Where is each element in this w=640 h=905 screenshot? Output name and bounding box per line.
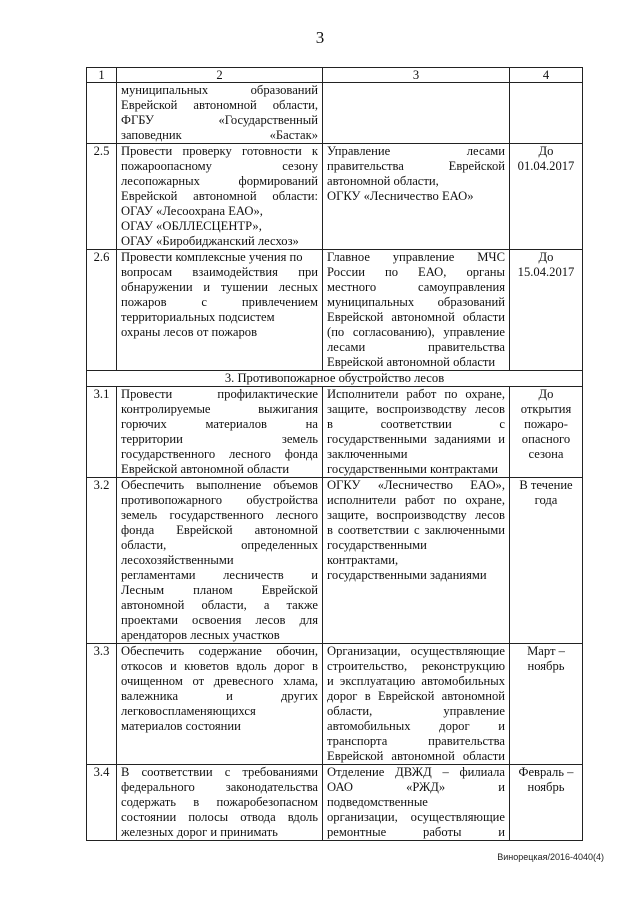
column-number-1: 1	[87, 68, 117, 83]
term-line: 15.04.2017	[517, 265, 575, 279]
action-line: пожароопасному сезону	[121, 159, 318, 173]
item-number: 3.4	[87, 765, 117, 841]
action-line: муниципальных образований	[121, 83, 318, 97]
executor-line: ремонтные работы и	[327, 825, 505, 839]
action-line: Обеспечить выполнение объемов	[121, 478, 318, 492]
column-number-4: 4	[510, 68, 583, 83]
table-row	[87, 387, 583, 478]
executor-line: и эксплуатацию автомобильных	[327, 674, 505, 688]
term-line: года	[534, 493, 558, 507]
action-line: области, определенных	[121, 538, 318, 552]
term-line: В течение	[519, 478, 573, 492]
executor-line: Еврейской автономной области	[327, 749, 505, 763]
executor-cell	[323, 144, 510, 250]
action-line: материалов состоянии	[121, 719, 241, 733]
action-line: обнаружении и тушении лесных	[121, 280, 318, 294]
action-line: валежника и других	[121, 689, 318, 703]
action-line: контролируемые выжигания	[121, 402, 318, 416]
executor-line: Главное управление МЧС	[327, 250, 505, 264]
term-line: До	[538, 250, 554, 264]
executor-line: местного самоуправления	[327, 280, 505, 294]
action-line: Обеспечить содержание обочин,	[121, 644, 318, 658]
executor-line: дорог в Еврейской автономной	[327, 689, 505, 703]
term-line: пожаро-	[524, 417, 568, 431]
term-line: опасного	[521, 432, 571, 446]
action-line: территориальных подсистем	[121, 310, 275, 324]
section-title: 3. Противопожарное обустройство лесов	[87, 371, 583, 387]
executor-cell	[323, 83, 510, 144]
action-line: земель государственного лесного	[121, 508, 318, 522]
column-number-row	[87, 68, 583, 83]
executor-line: в соответствии с заключенными	[327, 523, 505, 537]
term-cell	[510, 250, 583, 371]
term-cell	[510, 144, 583, 250]
action-line: вопросам взаимодействия при	[121, 265, 318, 279]
table-row	[87, 144, 583, 250]
action-line: В соответствии с требованиями	[121, 765, 318, 779]
executor-line: строительство, реконструкцию	[327, 659, 505, 673]
action-line: арендаторов лесных участков	[121, 628, 280, 642]
table-row	[87, 478, 583, 644]
action-line: горючих материалов на	[121, 417, 318, 431]
table-row	[87, 644, 583, 765]
executor-cell	[323, 387, 510, 478]
action-line: Провести комплексные учения по	[121, 250, 303, 264]
action-line: Лесным планом Еврейской	[121, 583, 318, 597]
executor-line: ОГКУ «Лесничество ЕАО»	[327, 189, 474, 203]
action-line: охраны лесов от пожаров	[121, 325, 258, 339]
action-line: Провести профилактические	[121, 387, 318, 401]
action-line: пожаров с привлечением	[121, 295, 318, 309]
executor-line: Организации, осуществляющие	[327, 644, 505, 658]
action-cell	[117, 250, 323, 371]
section-row	[87, 371, 583, 387]
executor-line: Отделение ДВЖД – филиала	[327, 765, 505, 779]
executor-cell	[323, 765, 510, 841]
action-line: откосов и кюветов вдоль дорог в	[121, 659, 318, 673]
executor-line: заключенными	[327, 447, 408, 461]
term-cell	[510, 83, 583, 144]
action-line: Провести проверку готовности к	[121, 144, 318, 158]
term-cell	[510, 765, 583, 841]
action-line: ОГАУ «Биробиджанский лесхоз»	[121, 234, 299, 248]
table-row	[87, 765, 583, 841]
action-line: противопожарного обустройства	[121, 493, 318, 507]
executor-line: Управление лесами	[327, 144, 505, 158]
executor-line: организации, осуществляющие	[327, 810, 505, 824]
action-line: железных дорог и принимать	[121, 825, 278, 839]
action-cell	[117, 478, 323, 644]
term-line: Февраль –	[518, 765, 574, 779]
term-cell	[510, 387, 583, 478]
item-number	[87, 83, 117, 144]
action-line: состоянии полосы отвода вдоль	[121, 810, 318, 824]
term-line: 01.04.2017	[517, 159, 575, 173]
action-line: государственного лесного фонда	[121, 447, 318, 461]
column-number-2: 2	[117, 68, 323, 83]
action-line: ФГБУ «Государственный	[121, 113, 318, 127]
executor-line: государственными	[327, 538, 427, 552]
term-line: ноябрь	[527, 780, 565, 794]
column-number-3: 3	[323, 68, 510, 83]
executor-line: защите, воспроизводству лесов	[327, 402, 505, 416]
measures-table	[86, 67, 583, 841]
executor-line: исполнители работ по охране,	[327, 493, 505, 507]
executor-line: лесами правительства	[327, 340, 505, 354]
table-row	[87, 83, 583, 144]
action-line: автономной области, а также	[121, 598, 318, 612]
action-line: фонда Еврейской автономной	[121, 523, 318, 537]
term-line: сезона	[528, 447, 564, 461]
action-line: очищенном от древесного хлама,	[121, 674, 318, 688]
action-line: Еврейской автономной области,	[121, 98, 318, 112]
executor-line: России по ЕАО, органы	[327, 265, 505, 279]
action-line: Еврейской автономной области	[121, 462, 290, 476]
executor-line: государственными контрактами	[327, 462, 499, 476]
action-line: ОГАУ «Лесоохрана ЕАО»,	[121, 204, 263, 218]
item-number: 3.3	[87, 644, 117, 765]
executor-line: автомобильных дорог и	[327, 719, 505, 733]
item-number: 3.1	[87, 387, 117, 478]
executor-line: контрактами,	[327, 553, 399, 567]
action-line: Еврейской автономной области:	[121, 189, 318, 203]
document-code: Винорецкая/2016-4040(4)	[497, 852, 604, 862]
term-line: Март –	[527, 644, 565, 658]
action-line: проектами освоения лесов для	[121, 613, 318, 627]
executor-cell	[323, 644, 510, 765]
item-number: 2.6	[87, 250, 117, 371]
executor-line: государственными заданиями и	[327, 432, 505, 446]
action-line: лесохозяйственными	[121, 553, 234, 567]
executor-line: защите, воспроизводству лесов	[327, 508, 505, 522]
term-line: До	[538, 387, 554, 401]
action-line: заповедник «Бастак»	[121, 128, 318, 142]
term-line: ноябрь	[527, 659, 565, 673]
table-row	[87, 250, 583, 371]
action-line: содержать в пожаробезопасном	[121, 795, 318, 809]
executor-line: правительства Еврейской	[327, 159, 505, 173]
executor-line: в соответствии с	[327, 417, 505, 431]
action-line: территории земель	[121, 432, 318, 446]
executor-line: государственными заданиями	[327, 568, 487, 582]
executor-line: Еврейской автономной области	[327, 355, 496, 369]
executor-line: автономной области,	[327, 174, 439, 188]
action-cell	[117, 83, 323, 144]
executor-line: области, управление	[327, 704, 505, 718]
action-cell	[117, 387, 323, 478]
action-line: лесопожарных формирований	[121, 174, 318, 188]
action-cell	[117, 765, 323, 841]
action-cell	[117, 144, 323, 250]
action-line: регламентами лесничеств и	[121, 568, 318, 582]
page-number: 3	[315, 28, 325, 47]
executor-line: Еврейской автономной области	[327, 310, 505, 324]
executor-cell	[323, 478, 510, 644]
term-cell	[510, 478, 583, 644]
action-cell	[117, 644, 323, 765]
action-line: легковоспламеняющихся	[121, 704, 256, 718]
executor-line: ОГКУ «Лесничество ЕАО»,	[327, 478, 505, 492]
term-line: До	[538, 144, 554, 158]
executor-line: (по согласованию), управление	[327, 325, 505, 339]
executor-line: ОАО «РЖД» и	[327, 780, 505, 794]
action-line: ОГАУ «ОБЛЛЕСЦЕНТР»,	[121, 219, 262, 233]
executor-line: транспорта правительства	[327, 734, 505, 748]
term-line: открытия	[520, 402, 572, 416]
executor-line: подведомственные	[327, 795, 428, 809]
item-number: 3.2	[87, 478, 117, 644]
action-line: федерального законодательства	[121, 780, 318, 794]
item-number: 2.5	[87, 144, 117, 250]
term-cell	[510, 644, 583, 765]
executor-line: Исполнители работ по охране,	[327, 387, 505, 401]
executor-cell	[323, 250, 510, 371]
executor-line: муниципальных образований	[327, 295, 505, 309]
